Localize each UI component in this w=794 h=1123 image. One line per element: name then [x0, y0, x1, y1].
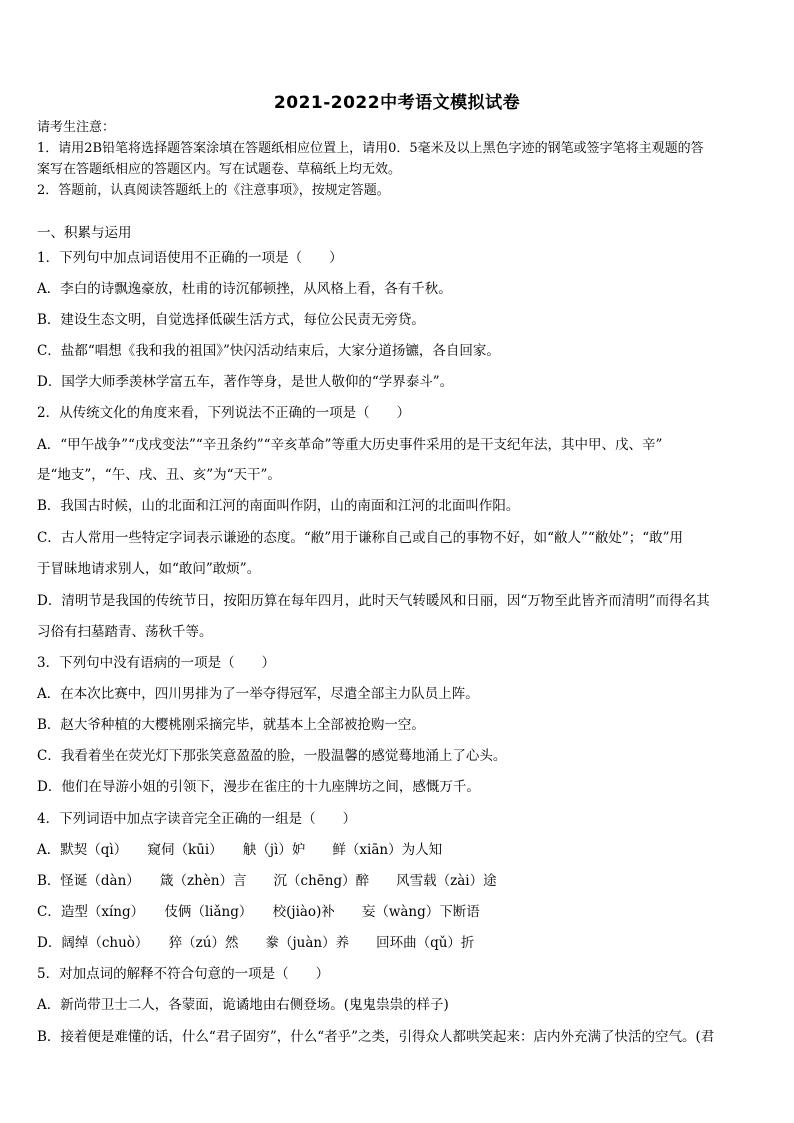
question-4-stem: 4．下列词语中加点字读音完全正确的一组是（ ）: [37, 811, 357, 827]
question-3-stem: 3．下列句中没有语病的一项是（ ）: [37, 655, 276, 671]
question-5-stem: 5．对加点词的解释不符合句意的一项是（ ）: [37, 966, 330, 982]
question-1-option-a: A．李白的诗飘逸豪放，杜甫的诗沉郁顿挫，从风格上看，各有千秋。: [37, 281, 452, 297]
question-4-option-d: D．阔绰（chuò） 猝（zú）然 豢（juàn）养 回环曲（qǔ）折: [37, 935, 475, 951]
question-4-option-a: A．默契（qì） 窥伺（kūi） 觖（jì）妒 鲜（xiān）为人知: [37, 842, 443, 858]
section-heading: 一、积累与运用: [37, 225, 132, 241]
notice-item-1-line-2: 案写在答题纸相应的答题区内。写在试题卷、草稿纸上均无效。: [37, 162, 402, 177]
question-4-option-b: B．怪诞（dàn） 箴（zhèn）言 沉（chēng）醉 风雪载（zài）途: [37, 873, 497, 889]
question-3-option-c: C．我看着坐在荧光灯下那张笑意盈盈的脸，一股温馨的感觉蓦地涌上了心头。: [37, 748, 507, 764]
question-2-option-a-line-2: 是“地支”，“午、戌、丑、亥”为“天干”。: [37, 467, 281, 483]
notice-heading: 请考生注意：: [37, 120, 116, 135]
question-1-option-b: B．建设生态文明，自觉选择低碳生活方式，每位公民责无旁贷。: [37, 312, 425, 328]
question-4-option-c: C．造型（xíng） 伎俩（liǎng） 校(jiào)补 妄（wàng）下断语: [37, 904, 480, 920]
question-2-stem: 2．从传统文化的角度来看，下列说法不正确的一项是（ ）: [37, 405, 411, 421]
question-2-option-b: B．我国古时候，山的北面和江河的南面叫作阴，山的南面和江河的北面叫作阳。: [37, 498, 520, 514]
question-2-option-c-line-1: C．古人常用一些特定字词表示谦逊的态度。“敝”用于谦称自己或自己的事物不好，如“敝人”“敝处”；“敢”用: [37, 530, 684, 546]
question-2-option-d-line-2: 习俗有扫墓踏青、荡秋千等。: [37, 624, 213, 640]
question-2-option-a-line-1: A．“甲午战争”“戊戌变法”“辛丑条约”“辛亥革命”等重大历史事件采用的是干支纪年法，其中甲、戊、辛”: [37, 437, 663, 453]
question-1-option-c: C．盐都“唱想《我和我的祖国》”快闪活动结束后，大家分道扬镳，各自回家。: [37, 343, 500, 359]
notice-item-2: 2．答题前，认真阅读答题纸上的《注意事项》，按规定答题。: [37, 183, 390, 198]
question-1-option-d: D．国学大师季羡林学富五车，著作等身，是世人敬仰的“学界泰斗”。: [37, 374, 454, 390]
question-2-option-d-line-1: D．清明节是我国的传统节日，按阳历算在每年四月，此时天气转暖风和日丽，因“万物至此皆齐而清明”而得名其: [37, 593, 710, 609]
question-2-option-c-line-2: 于冒昧地请求别人，如“敢问”敢烦”。: [37, 561, 261, 577]
question-5-option-a: A．新尚带卫士二人，各蒙面，诡谲地由右侧登场。(鬼鬼祟祟的样子): [37, 997, 449, 1013]
question-5-option-b: B．接着便是难懂的话，什么“君子固穷”，什么“者乎”之类，引得众人都哄笑起来：店内外充满了快活的空气。(君: [37, 1029, 715, 1045]
question-3-option-a: A．在本次比赛中，四川男排为了一举夺得冠军，尽遣全部主力队员上阵。: [37, 686, 479, 702]
question-3-option-d: D．他们在导游小姐的引领下，漫步在雀庄的十九座牌坊之间，感慨万千。: [37, 779, 480, 795]
exam-title: 2021-2022中考语文模拟试卷: [273, 93, 521, 113]
notice-item-1-line-1: 1．请用2B铅笔将选择题答案涂填在答题纸相应位置上，请用0．5毫米及以上黑色字迹的钢笔或签字笔将主观题的答: [37, 141, 704, 156]
question-1-stem: 1．下列句中加点词语使用不正确的一项是（ ）: [37, 250, 343, 266]
question-3-option-b: B．赵大爷种植的大樱桃刚采摘完毕，就基本上全部被抢购一空。: [37, 717, 425, 733]
